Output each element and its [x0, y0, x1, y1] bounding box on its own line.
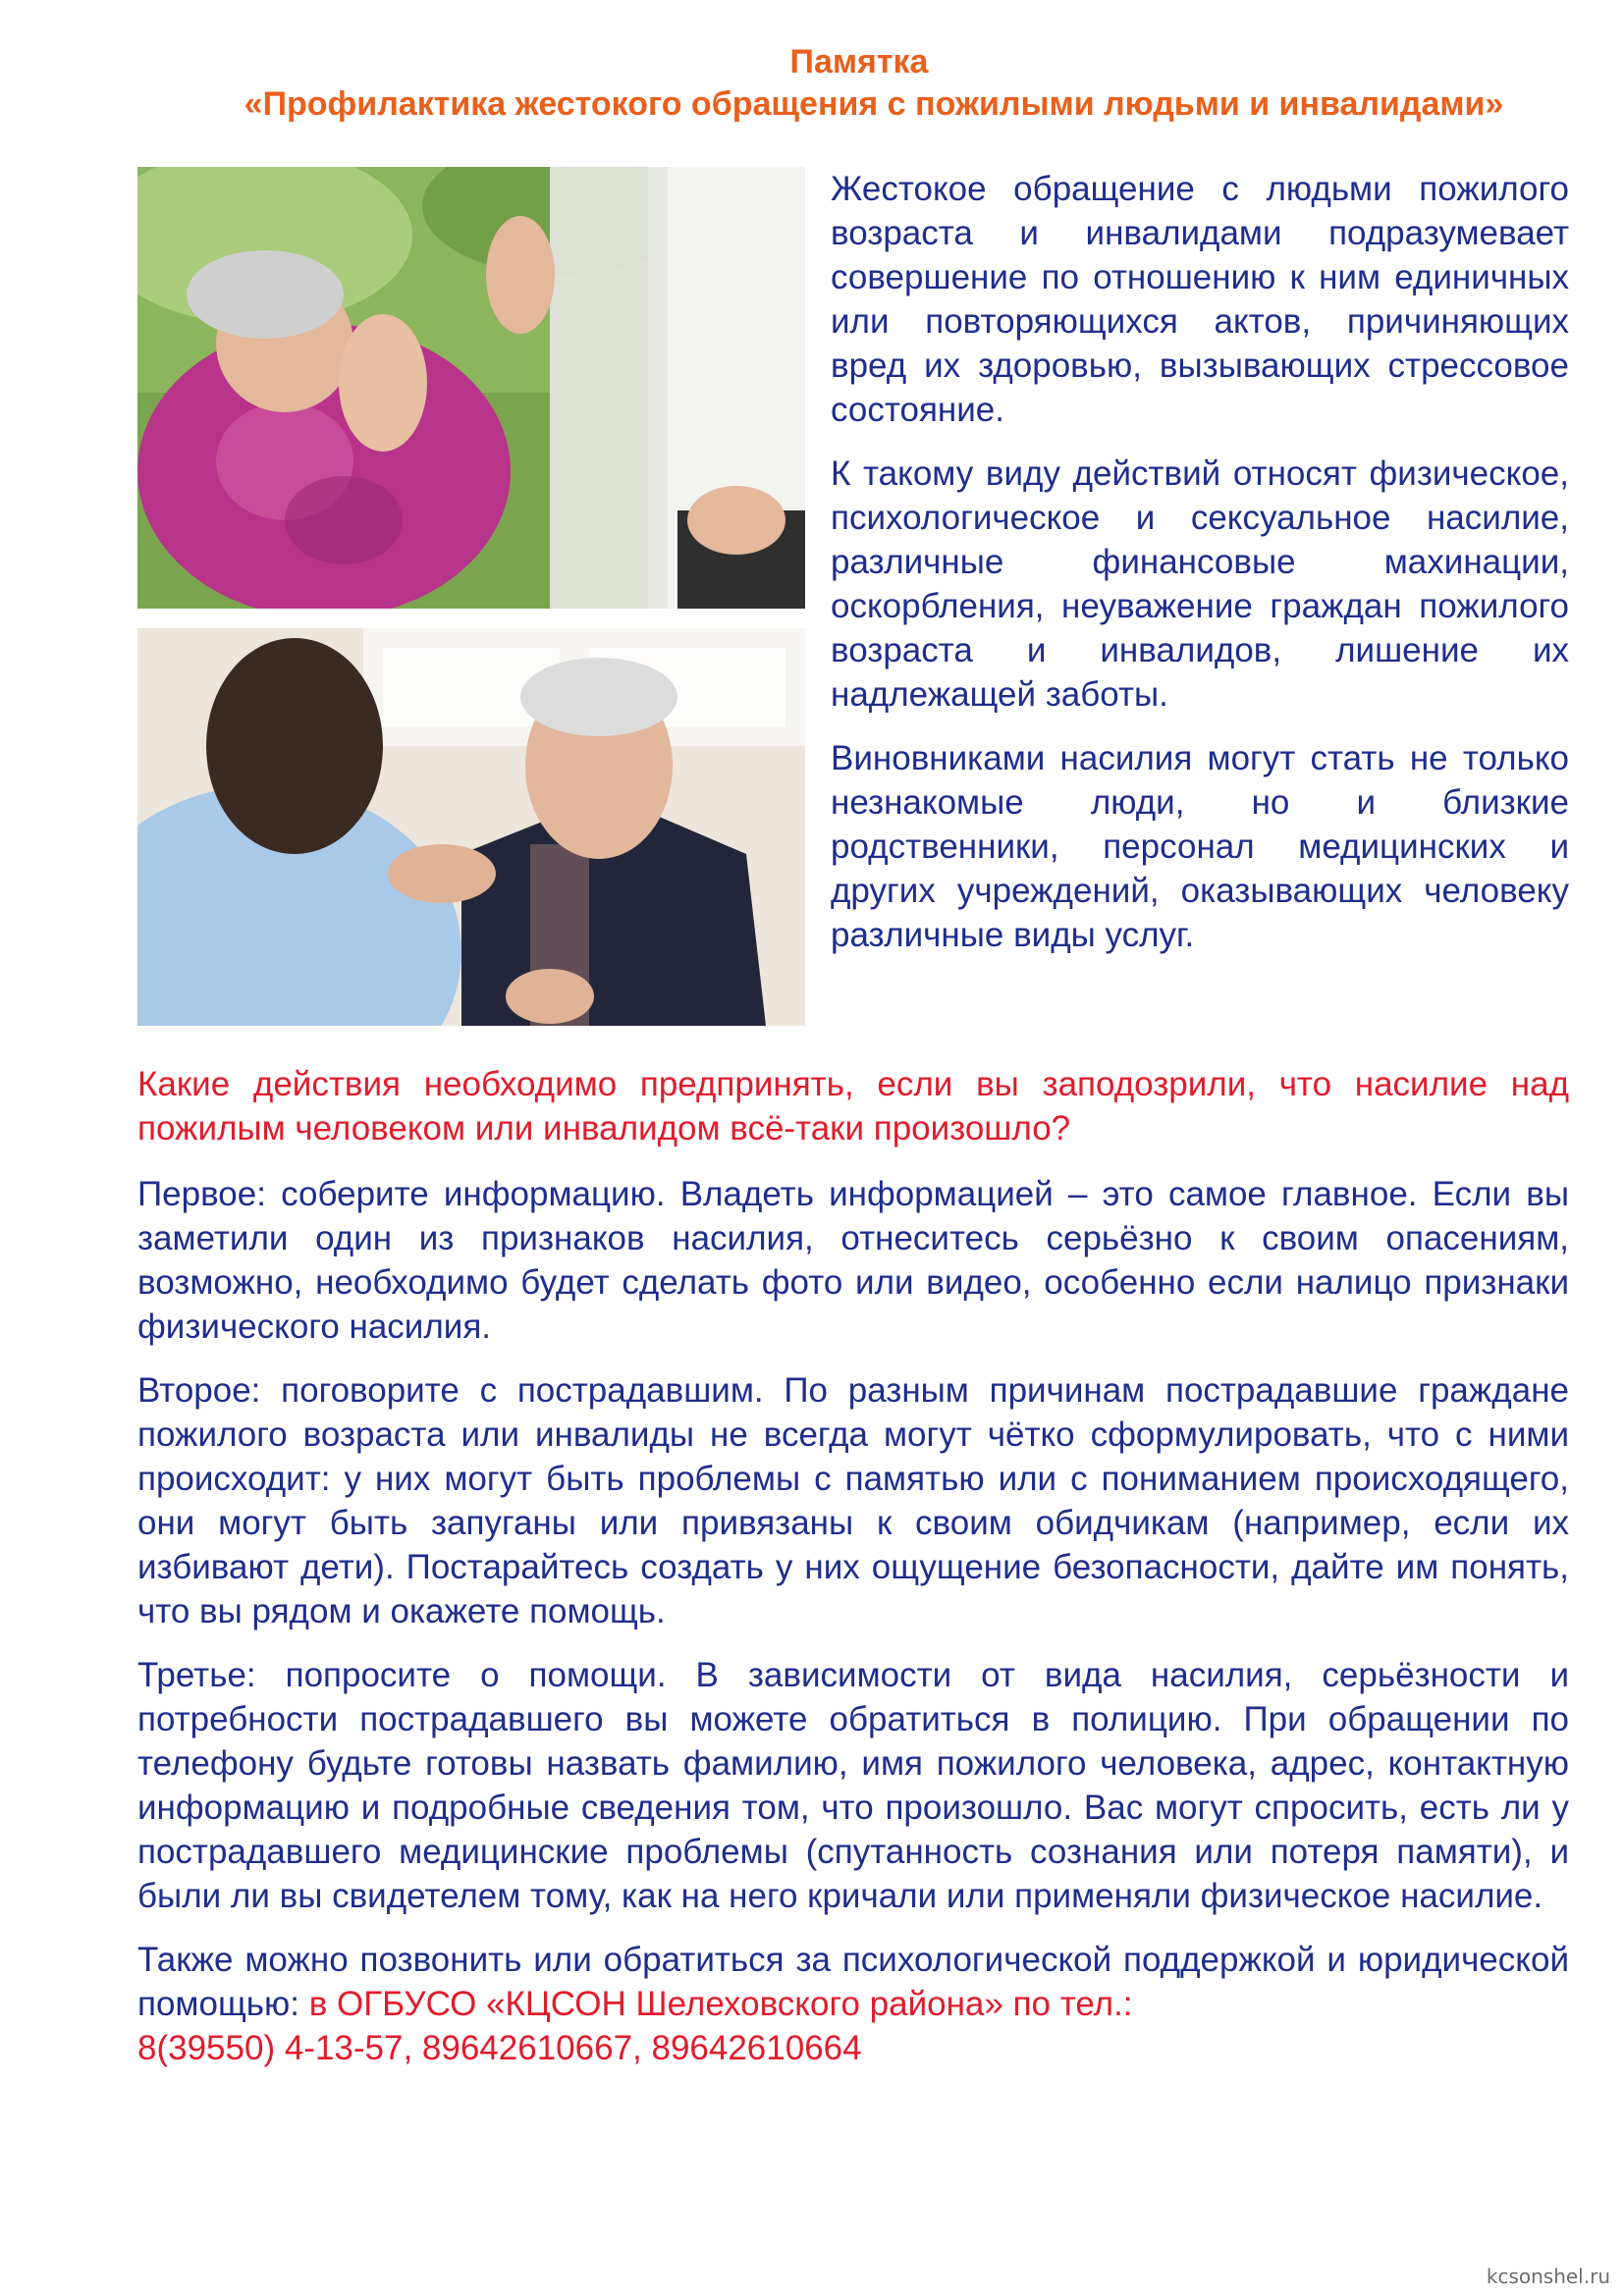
contact-organization: в ОГБУСО «КЦСОН Шелеховского района» по тел.: — [308, 1985, 1133, 2023]
step-second: Второе: поговорите с пострадавшим. По разным причинам пострадавшие граждане пожилого возраста или инвалиды не всегда могут чётко сформулировать, что с ними происходит: у них могут быть проблемы с памятью или с пониманием происходящего, они могут быть запуганы или привязаны к своим обидчикам (например, если их избивают дети). Постарайтесь создать у них ощущение безопасности, дайте им понять, что вы рядом и окажете помощь. — [137, 1371, 1569, 1630]
step-third: Третье: попросите о помощи. В зависимости от вида насилия, серьёзности и потребности пострадавшего вы можете обратиться в полицию. При обращении по телефону будьте готовы назвать фамилию, имя пожилого человека, адрес, контактную информацию и подробные сведения том, что произошло. Вас могут спросить, есть ли у пострадавшего медицинские проблемы (спутанность сознания или потеря памяти), и были ли вы свидетелем тому, как на него кричали или применяли физическое насилие. — [137, 1656, 1569, 1915]
intro-paragraph: Виновниками насилия могут стать не только незнакомые люди, но и близкие родственники, персонал медицинских и других учреждений, оказывающих человеку различные виды услуг. — [831, 739, 1569, 954]
main-column — [137, 1062, 1569, 2070]
photo-nurse-scolding-elderly-man — [137, 628, 805, 1026]
site-watermark: kcsonshel.ru — [1486, 2265, 1610, 2288]
intro-paragraph: Жестокое обращение с людьми пожилого возраста и инвалидами подразумевает совершение по отношению к ним единичных или повторяющихся актов, причиняющих вред их здоровью, вызывающих стрессовое состояние. — [831, 170, 1569, 429]
contact-phones: 8(39550) 4-13-57, 89642610667, 89642610664 — [137, 2029, 862, 2067]
contact-intro: Также можно позвонить или обратиться за психологической поддержкой и юридической помощью: — [137, 1941, 1569, 2023]
intro-paragraph: К такому виду действий относят физическое, психологическое и сексуальное насилие, различные финансовые махинации, оскорбления, неуважение граждан пожилого возраста и инвалидов, лишение их надлежащей заботы. — [831, 454, 1569, 714]
memo-subtitle: «Профилактика жестокого обращения с пожилыми людьми и инвалидами» — [244, 85, 1504, 123]
photo-elderly-woman-abuse — [137, 167, 805, 609]
memo-title: Памятка — [789, 43, 929, 80]
contact-paragraph — [137, 1938, 1569, 2026]
intro-column — [831, 167, 1569, 977]
memo-header — [137, 41, 1551, 126]
question-heading: Какие действия необходимо предпринять, если вы заподозрили, что насилие над пожилым человеком или инвалидом всё-таки произошло? — [137, 1065, 1569, 1148]
step-first: Первое: соберите информацию. Владеть информацией – это самое главное. Если вы заметили один из признаков насилия, отнеситесь серьёзно к своим опасениям, возможно, необходимо будет сделать фото или видео, особенно если налицо признаки физического насилия. — [137, 1175, 1569, 1346]
